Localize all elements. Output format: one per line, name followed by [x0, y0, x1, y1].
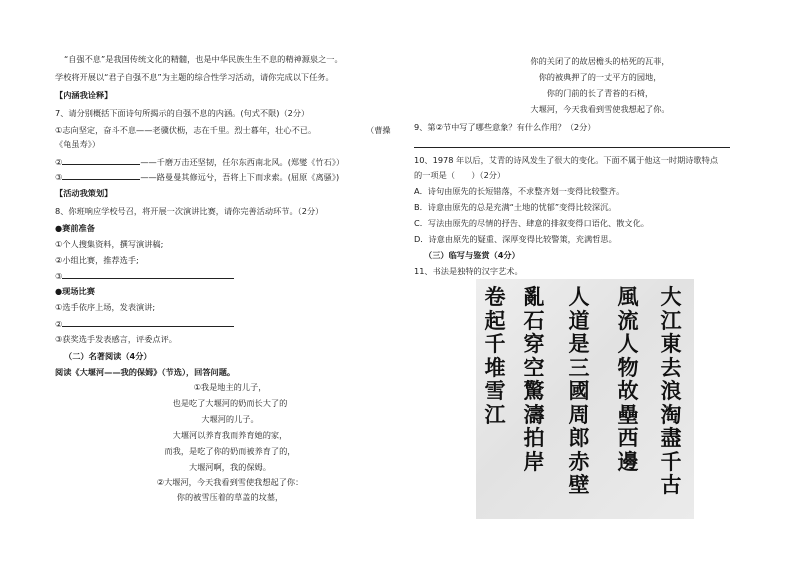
q7-answer-blank-2[interactable]	[62, 156, 140, 165]
live-item-3: ③获奖选手发表感言，评委点评。	[55, 334, 177, 344]
live-item-2-marker: ②	[55, 319, 63, 329]
question-9: 9、第②节中写了哪些意象？有什么作用？（2分）	[414, 122, 596, 132]
prep-answer-blank[interactable]	[62, 270, 234, 279]
option-d: D．诗意由原先的疑重、深厚变得比较警策，充满哲思。	[414, 234, 617, 244]
calligraphy-character: 壘	[617, 401, 639, 427]
poem-line: 大堰河，今天我看到雪使我想起了你。	[530, 104, 670, 114]
poem-line: 而我，是吃了你的奶而被养育了的，	[164, 446, 296, 456]
option-c: C．写法由原先的尽情的抒告、肆意的排叙变得口语化、散文化。	[414, 218, 649, 228]
live-answer-blank[interactable]	[62, 318, 234, 327]
prep-item-3	[55, 270, 234, 282]
poem-line: 大堰河的儿子。	[201, 414, 259, 424]
calligraphy-character: 岸	[523, 448, 545, 474]
poem-line: 大堰河以养育我而养育她的家，	[172, 430, 288, 440]
calligraphy-character: 人	[617, 331, 639, 356]
calligraphy-character: 東	[660, 331, 682, 356]
poem-line: 你的被雪压着的草盖的坟墓，	[176, 492, 284, 502]
poem-line: 你的被典押了的一丈平方的园地，	[538, 72, 662, 82]
calligraphy-character: 拍	[523, 425, 545, 450]
q7-item-1-source-b: 《龟虽寿》）	[55, 139, 101, 149]
prep-item-1: ①个人搜集资料，撰写演讲稿;	[55, 239, 164, 249]
q7-item-1-source-a: （曹操	[366, 125, 391, 135]
section-heading-connotation: 【内涵我诠释】	[55, 90, 113, 100]
q7-item-1-text: ①志向坚定，奋斗不息——老骥伏枥，志在千里。烈士暮年，壮心不已。	[55, 125, 317, 135]
prep-item-2: ②小组比赛，推荐选手;	[55, 255, 139, 265]
question-10-line-2: 的一项是（ ）（2分）	[414, 170, 506, 180]
calligraphy-character: 古	[660, 472, 682, 497]
calligraphy-character: 江	[484, 401, 506, 427]
part-2-heading: （二）名著阅读（4分）	[64, 351, 152, 361]
calligraphy-character: 是	[568, 331, 590, 356]
option-b: B．诗意由原先的总是充满“土地的忧郁”变得比较深沉。	[414, 202, 617, 212]
option-a: A．诗句由原先的长短错落，不求整齐划一变得比较整齐。	[414, 186, 625, 196]
calligraphy-character: 卷	[484, 284, 506, 309]
calligraphy-character: 千	[660, 448, 682, 474]
calligraphy-character: 物	[617, 354, 639, 380]
calligraphy-character: 故	[617, 378, 639, 403]
poem-line: 也是吃了大堰河的奶而长大了的	[172, 398, 288, 408]
q7-item-2	[55, 156, 344, 168]
calligraphy-character: 雪	[484, 378, 506, 403]
calligraphy-character: 大	[660, 284, 682, 309]
calligraphy-character: 西	[617, 425, 639, 450]
calligraphy-image	[476, 279, 694, 519]
poem-line: ①我是地主的儿子，	[193, 382, 267, 392]
poem-line: 你的关闭了的故居檐头的枯死的瓦菲，	[530, 56, 670, 66]
calligraphy-character: 流	[617, 307, 639, 333]
calligraphy-character: 起	[484, 307, 506, 333]
calligraphy-character: 周	[568, 401, 590, 427]
calligraphy-character: 驚	[523, 378, 545, 403]
question-10-line-1: 10、1978 年以后，艾青的诗风发生了很大的变化。下面不属于他这一时期诗歌特点	[414, 155, 719, 165]
calligraphy-character: 風	[617, 284, 639, 309]
poem-line: 大堰河啊，我的保姆。	[189, 462, 271, 472]
calligraphy-character: 穿	[523, 331, 545, 356]
calligraphy-character: 江	[660, 307, 682, 333]
section-heading-planning: 【活动我策划】	[55, 188, 113, 198]
reading-instruction: 阅读《大堰河——我的保姆》（节选），回答问题。	[55, 367, 236, 377]
calligraphy-character: 千	[484, 331, 506, 356]
calligraphy-character: 濤	[523, 401, 545, 427]
calligraphy-character: 盡	[660, 425, 682, 450]
calligraphy-character: 浪	[660, 378, 682, 403]
poem-line: ②大堰河，今天我看到雪使我想起了你：	[156, 477, 304, 487]
q7-item-3-text: ——路曼曼其修远兮，吾将上下而求索。(屈原《离骚》)	[140, 172, 340, 182]
calligraphy-character: 國	[568, 378, 590, 403]
calligraphy-character: 堆	[484, 354, 506, 380]
q9-answer-line[interactable]	[414, 147, 730, 148]
calligraphy-character: 道	[568, 307, 590, 333]
poem-line: 你的门前的长了青苔的石椅，	[546, 88, 654, 98]
q7-item-1	[55, 125, 391, 136]
question-7: 7、请分别概括下面诗句所揭示的自强不息的内涵。(句式不限)（2分）	[55, 108, 310, 118]
calligraphy-character: 三	[568, 354, 590, 380]
live-item-2	[55, 318, 234, 330]
calligraphy-character: 人	[568, 284, 590, 309]
q7-item-2-text: ——千磨万击还坚韧，任尔东西南北风。(郑燮《竹石》）	[140, 157, 345, 167]
calligraphy-character: 赤	[568, 448, 590, 474]
calligraphy-character: 壁	[568, 472, 590, 497]
calligraphy-character: 空	[523, 354, 545, 380]
calligraphy-character: 亂	[523, 284, 545, 309]
intro-line-2: 学校将开展以“君子自强不息”为主题的综合性学习活动，请你完成以下任务。	[55, 72, 334, 82]
q7-item-3-marker: ③	[55, 172, 63, 182]
part-3-heading: （三）临写与鉴赏（4分）	[424, 250, 520, 260]
live-item-1: ①选手依序上场，发表演讲;	[55, 302, 156, 312]
q7-item-3	[55, 171, 339, 183]
q7-item-2-marker: ②	[55, 157, 63, 167]
prep-item-3-marker: ③	[55, 271, 63, 281]
prep-heading: ●赛前准备	[55, 223, 95, 233]
calligraphy-character: 淘	[660, 401, 682, 427]
intro-line-1: “自强不息”是我国传统文化的精髓，也是中华民族生生不息的精神源泉之一。	[64, 54, 343, 64]
calligraphy-character: 石	[523, 307, 545, 333]
calligraphy-character: 郎	[568, 425, 590, 450]
question-11: 11、书法是独特的汉字艺术。	[414, 266, 523, 276]
calligraphy-character: 邊	[617, 448, 639, 474]
q7-answer-blank-3[interactable]	[62, 171, 140, 180]
question-8: 8、你班响应学校号召，将开展一次演讲比赛，请你完善活动环节。（2分）	[55, 206, 324, 216]
live-heading: ●现场比赛	[55, 286, 95, 296]
calligraphy-character: 去	[660, 354, 682, 380]
